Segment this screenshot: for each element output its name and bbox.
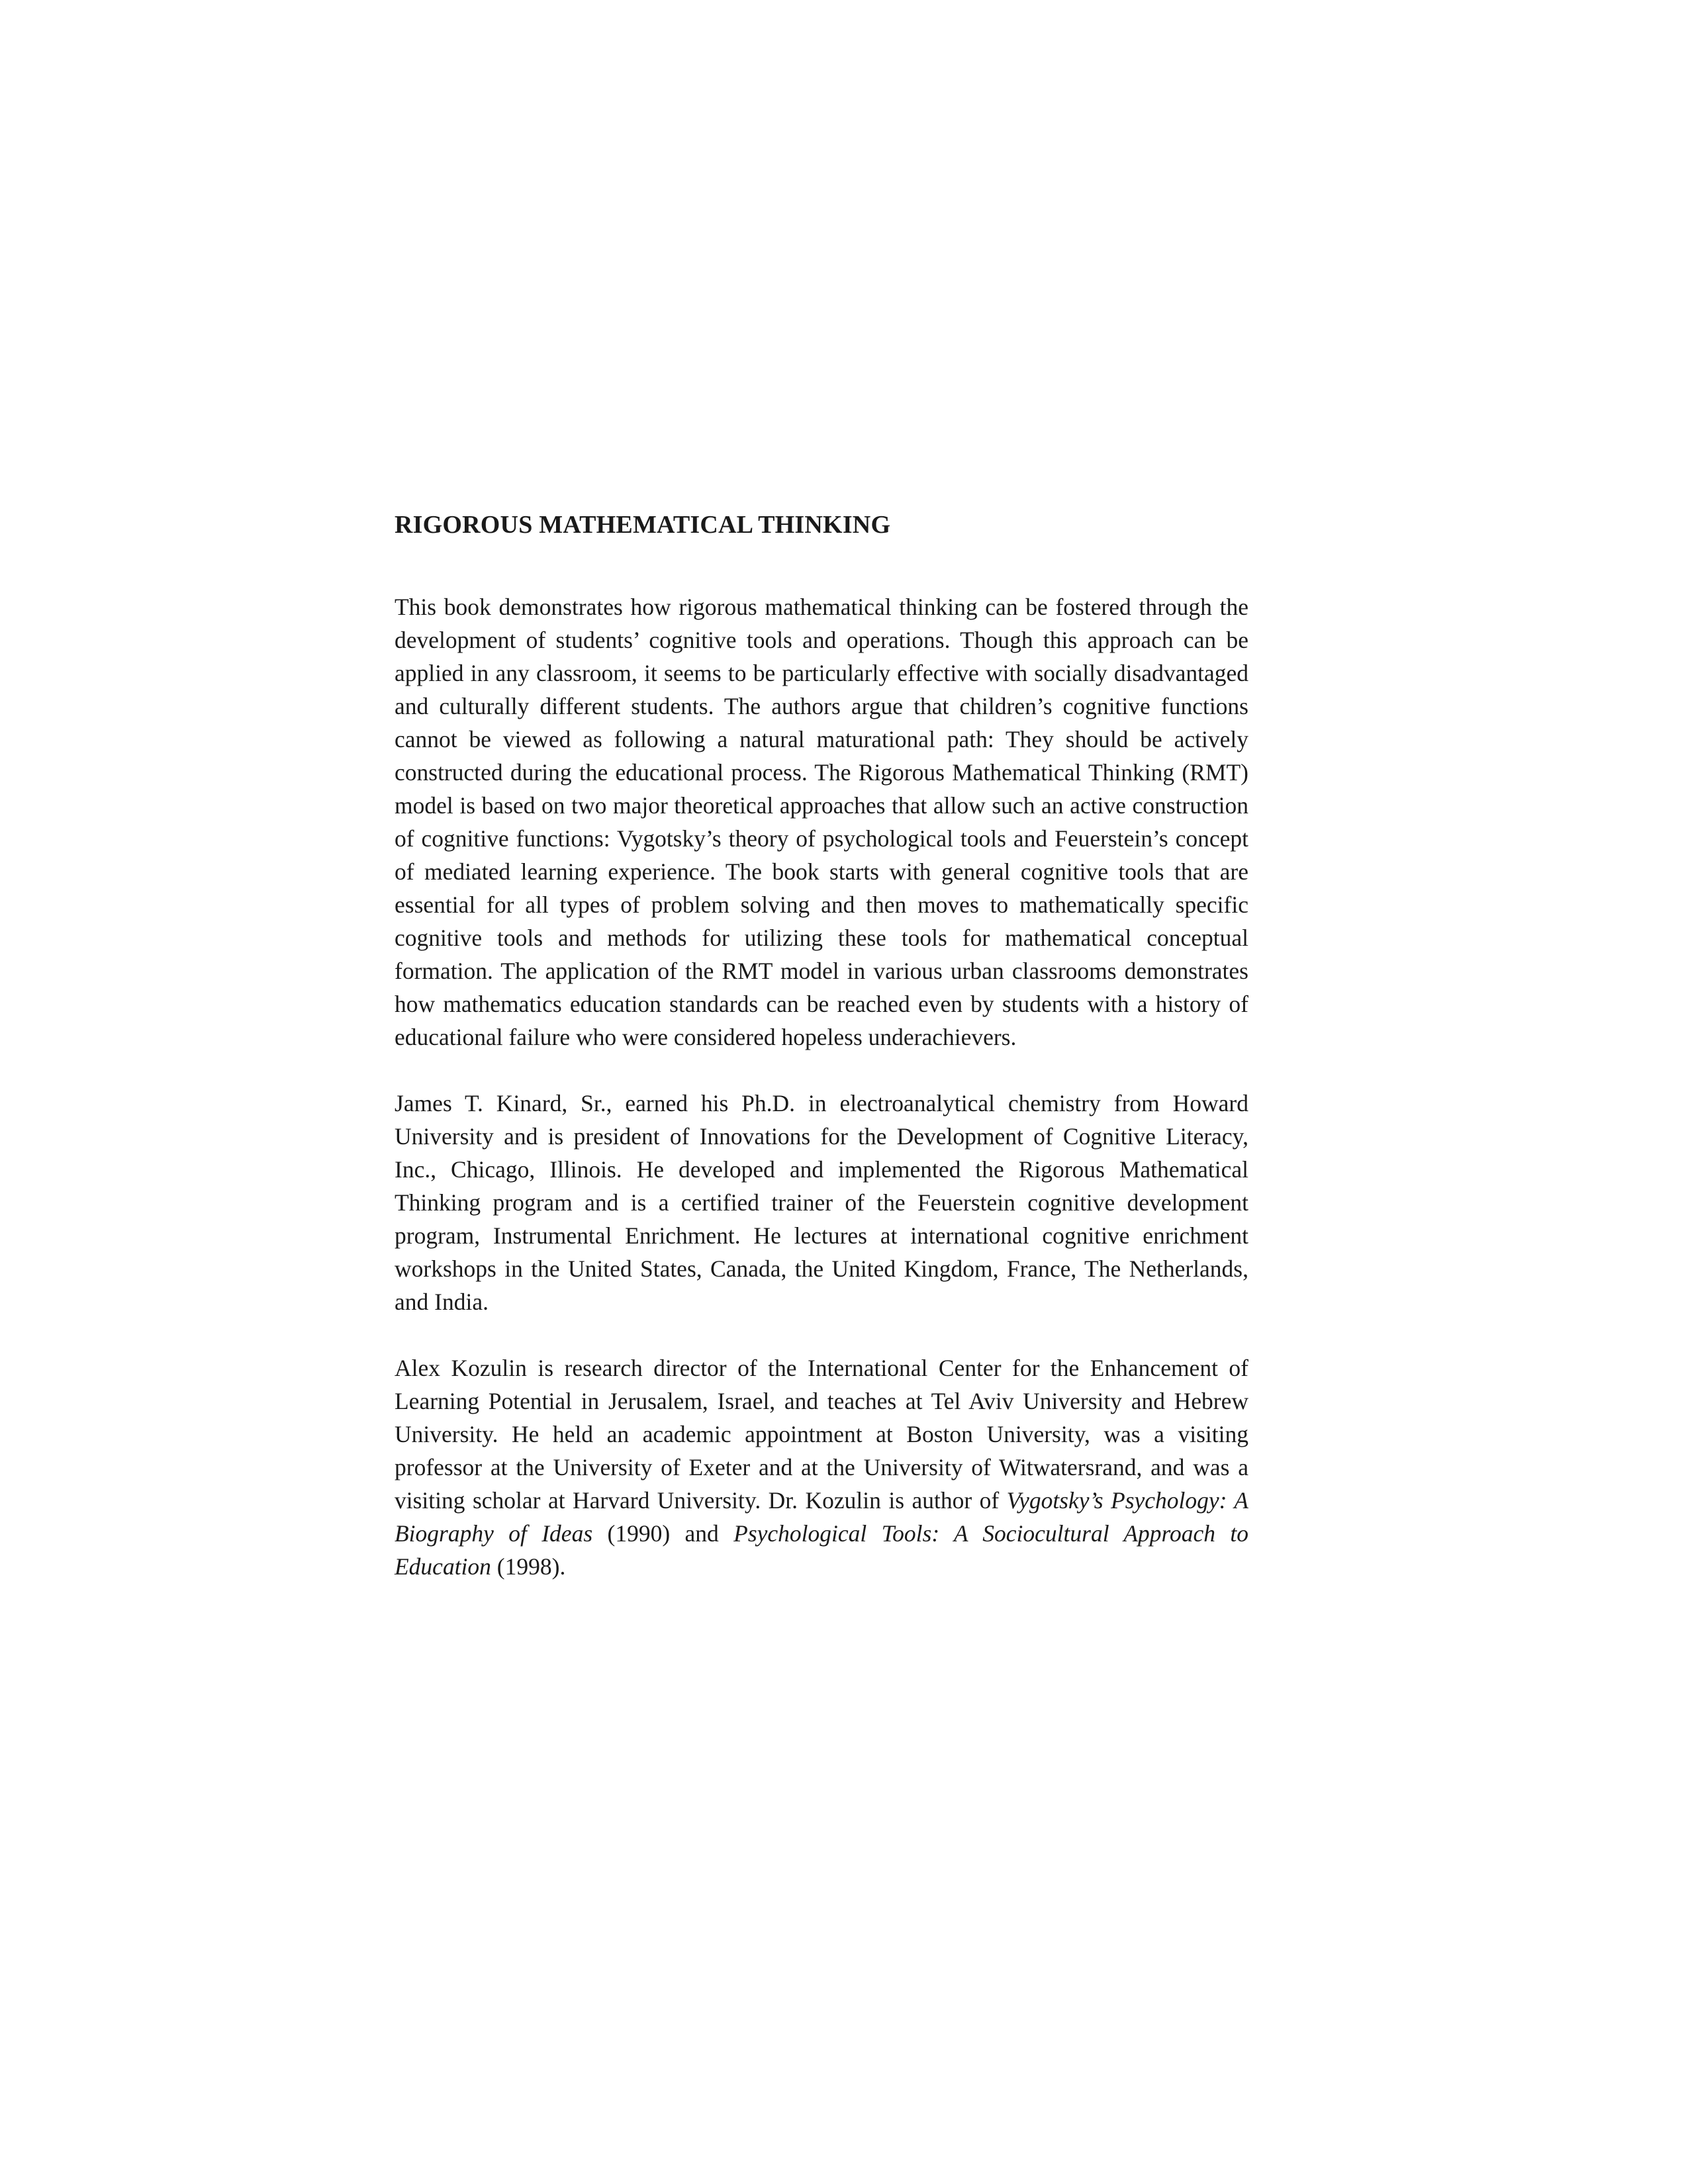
- kozulin-bio-text-1: Alex Kozulin is research director of the International Center for the Enhancement of Learning Potential in Jerusalem, Israel, and teaches at Tel Aviv University and Hebrew University. He held an academic appointment at Boston University, was a visiting professor at the University of Exeter and at the University of Witwatersrand, and was a visiting scholar at Harvard University. Dr. Kozulin is author of: [395, 1355, 1248, 1514]
- text-block: [395, 508, 1248, 1583]
- author-kozulin-bio-paragraph: [395, 1351, 1248, 1583]
- author-kinard-bio-paragraph: James T. Kinard, Sr., earned his Ph.D. in electroanalytical chemistry from Howard University and is president of Innovations for the Development of Cognitive Literacy, Inc., Chicago, Illinois. He developed and implemented the Rigorous Mathematical Thinking program and is a certified trainer of the Feuerstein cognitive development program, Instrumental Enrichment. He lectures at international cognitive enrichment workshops in the United States, Canada, the United Kingdom, France, The Netherlands, and India.: [395, 1090, 1248, 1315]
- book-description-paragraph: This book demonstrates how rigorous mathematical thinking can be fostered through the development of students’ cognitive tools and operations. Though this approach can be applied in any classroom, it seems to be particularly effective with socially disadvantaged and culturally different students. The authors argue that children’s cognitive functions cannot be viewed as following a natural maturational path: They should be actively constructed during the educational process. The Rigorous Mathematical Thinking (RMT) model is based on two major theoretical approaches that allow such an active construction of cognitive functions: Vygotsky’s theory of psychological tools and Feuerstein’s concept of mediated learning experience. The book starts with general cognitive tools that are essential for all types of problem solving and then moves to mathematically specific cognitive tools and methods for utilizing these tools for mathematical conceptual formation. The application of the RMT model in various urban classrooms demonstrates how mathematics education standards can be reached even by students with a history of educational failure who were considered hopeless underachievers.: [395, 594, 1248, 1050]
- kozulin-bio-text-2: (1990) and: [592, 1520, 734, 1547]
- book-title-psychological-tools: Psychological Tools: A Sociocultural Approach to Education: [395, 1520, 1248, 1580]
- kozulin-bio-text-3: (1998).: [491, 1553, 566, 1580]
- book-title-vygotskys-psychology: Vygotsky’s Psychology: A Biography of Ideas: [395, 1487, 1248, 1547]
- book-title-heading: RIGOROUS MATHEMATICAL THINKING: [395, 511, 891, 539]
